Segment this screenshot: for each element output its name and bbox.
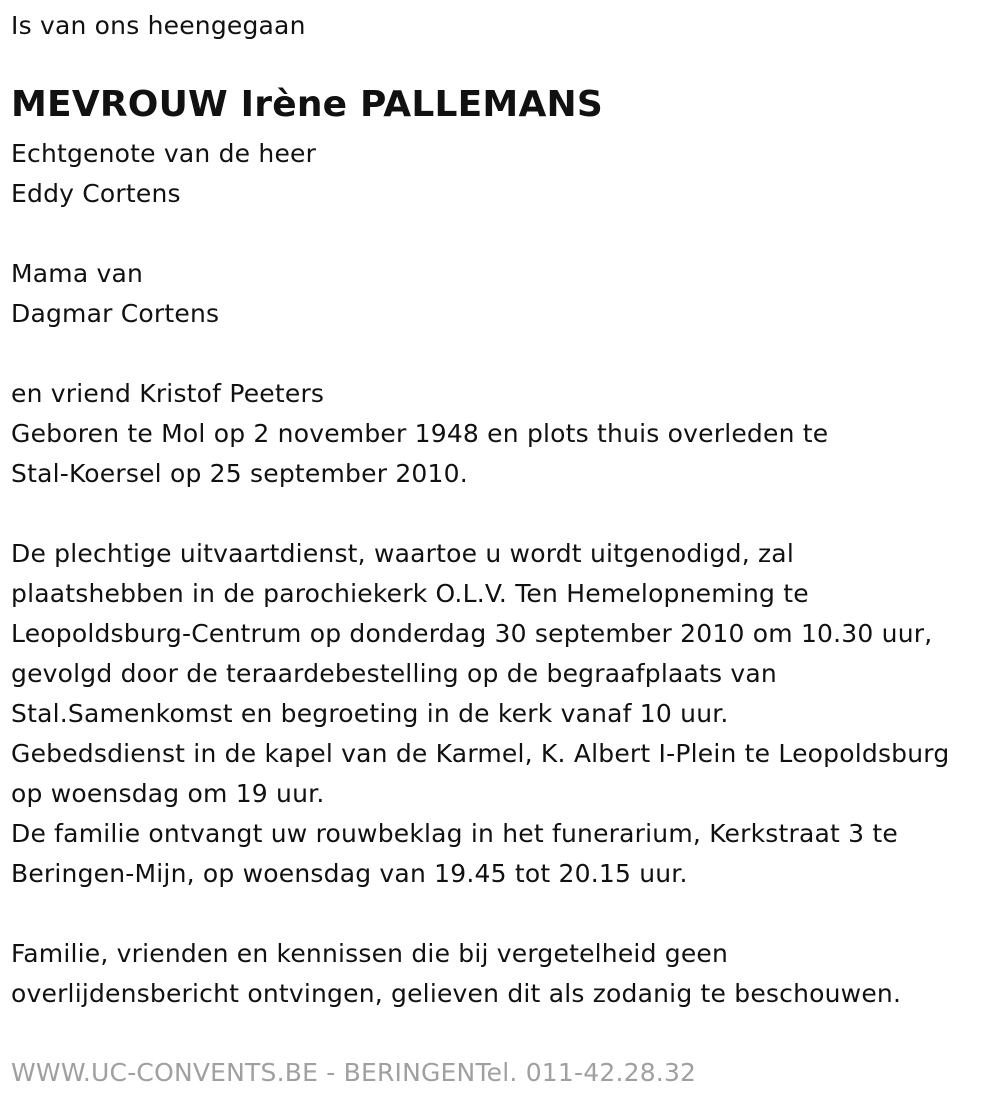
funeral-line-3: Leopoldsburg-Centrum op donderdag 30 september 2010 om 10.30 uur, (11, 619, 933, 648)
children-block (11, 254, 219, 334)
funeral-line-2: plaatshebben in de parochiekerk O.L.V. Ten Hemelopneming te (11, 579, 809, 608)
condolence-line-1: De familie ontvangt uw rouwbeklag in het funerarium, Kerkstraat 3 te (11, 819, 899, 848)
child-name: Dagmar Cortens (11, 299, 220, 328)
footer-contact: WWW.UC-CONVENTS.BE - BERINGENTel. 011-42.28.32 (11, 1058, 697, 1087)
closing-block (11, 934, 901, 1014)
funeral-line-5: Stal.Samenkomst en begroeting in de kerk vanaf 10 uur. (11, 699, 729, 728)
spouse-block (11, 134, 316, 214)
details-block (11, 374, 949, 894)
closing-line-1: Familie, vrienden en kennissen die bij vergetelheid geen (11, 939, 729, 968)
deceased-name: MEVROUW Irène PALLEMANS (11, 84, 603, 125)
birth-death-line-2: Stal-Koersel op 25 september 2010. (11, 459, 468, 488)
funeral-line-4: gevolgd door de teraardebestelling op de begraafplaats van (11, 659, 777, 688)
children-relation: Mama van (11, 259, 144, 288)
friend-line: en vriend Kristof Peeters (11, 379, 325, 408)
prayer-service-line-2: op woensdag om 19 uur. (11, 779, 325, 808)
spouse-name: Eddy Cortens (11, 179, 181, 208)
prayer-service-line-1: Gebedsdienst in de kapel van de Karmel, K. Albert I-Plein te Leopoldsburg (11, 739, 950, 768)
condolence-line-2: Beringen-Mijn, op woensdag van 19.45 tot 20.15 uur. (11, 859, 688, 888)
blank-line (11, 494, 949, 534)
intro-text: Is van ons heengegaan (11, 11, 306, 40)
spouse-relation: Echtgenote van de heer (11, 139, 317, 168)
funeral-line-1: De plechtige uitvaartdienst, waartoe u wordt uitgenodigd, zal (11, 539, 794, 568)
birth-death-line-1: Geboren te Mol op 2 november 1948 en plots thuis overleden te (11, 419, 829, 448)
closing-line-2: overlijdensbericht ontvingen, gelieven dit als zodanig te beschouwen. (11, 979, 902, 1008)
